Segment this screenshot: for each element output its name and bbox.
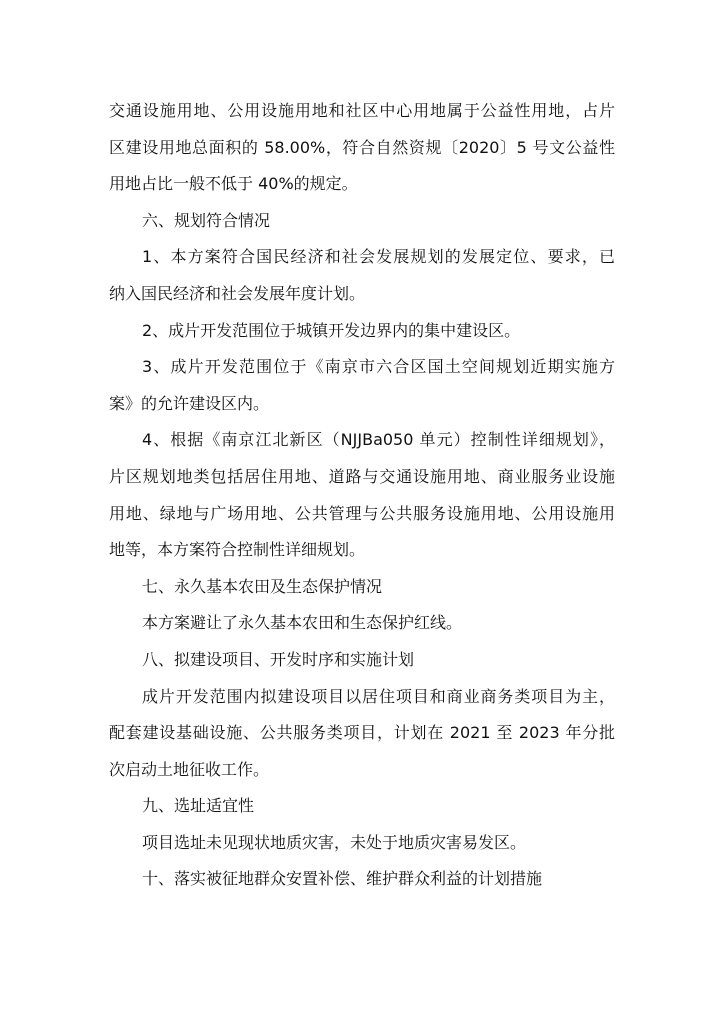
paragraph-line: 配套建设基础设施、公共服务类项目，计划在 2021 至 2023 年分批	[109, 723, 615, 743]
paragraph-line: 4、根据《南京江北新区（NJJBa050 单元）控制性详细规划》，	[142, 430, 615, 450]
paragraph-line: 3、成片开发范围位于《南京市六合区国土空间规划近期实施方	[142, 357, 615, 377]
paragraph-line: 片区规划地类包括居住用地、道路与交通设施用地、商业服务业设施	[109, 466, 615, 486]
paragraph-line: 区建设用地总面积的 58.00%，符合自然资规〔2020〕5 号文公益性	[109, 137, 615, 157]
paragraph-line: 次启动土地征收工作。	[109, 759, 270, 779]
paragraph-line: 项目选址未见现状地质灾害，未处于地质灾害易发区。	[142, 832, 527, 852]
document-page	[109, 93, 615, 898]
paragraph-line: 本方案避让了永久基本农田和生态保护红线。	[142, 613, 463, 633]
section-heading-8: 八、拟建设项目、开发时序和实施计划	[142, 649, 415, 669]
paragraph-line: 用地占比一般不低于 40%的规定。	[109, 174, 358, 194]
section-heading-9: 九、选址适宜性	[142, 796, 255, 816]
paragraph-line: 地等，本方案符合控制性详细规划。	[109, 540, 366, 560]
paragraph-line: 1、本方案符合国民经济和社会发展规划的发展定位、要求，已	[142, 247, 615, 267]
paragraph-line: 成片开发范围内拟建设项目以居住项目和商业商务类项目为主，	[142, 686, 615, 706]
section-heading-10: 十、落实被征地群众安置补偿、维护群众利益的计划措施	[142, 869, 543, 889]
paragraph-line: 2、成片开发范围位于城镇开发边界内的集中建设区。	[142, 320, 521, 340]
paragraph-line: 用地、绿地与广场用地、公共管理与公共服务设施用地、公用设施用	[109, 503, 615, 523]
section-heading-7: 七、永久基本农田及生态保护情况	[142, 576, 383, 596]
section-heading-6: 六、规划符合情况	[142, 210, 271, 230]
paragraph-line: 案》的允许建设区内。	[109, 393, 270, 413]
paragraph-line: 纳入国民经济和社会发展年度计划。	[109, 283, 366, 303]
paragraph-line: 交通设施用地、公用设施用地和社区中心用地属于公益性用地，占片	[109, 101, 615, 120]
